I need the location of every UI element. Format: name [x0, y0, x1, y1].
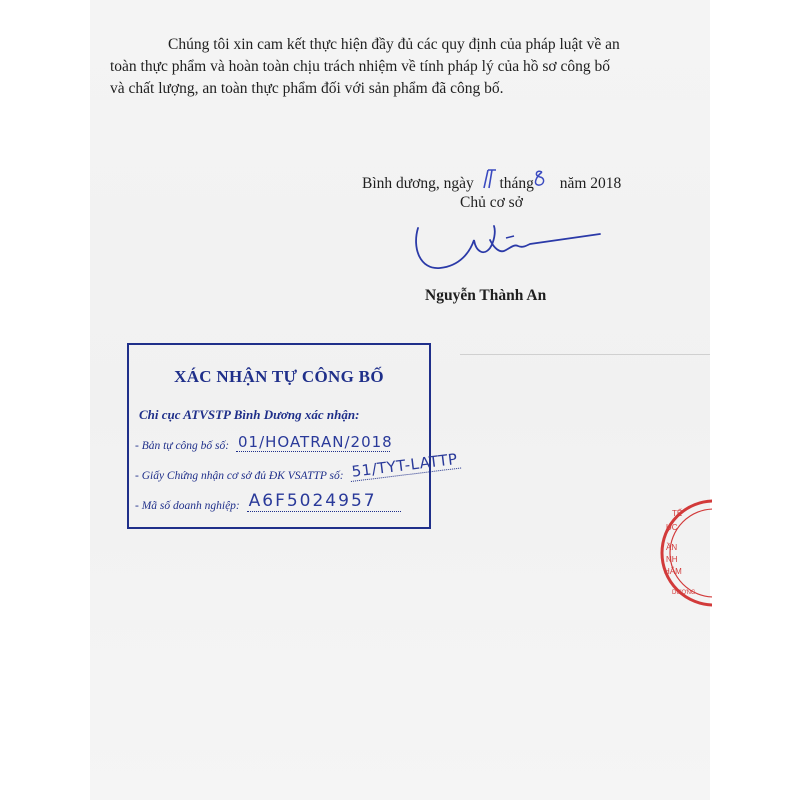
red-seal-stamp: [652, 498, 712, 608]
stamp-subtitle: Chi cục ATVSTP Bình Dương xác nhận:: [139, 407, 360, 422]
stamp-title: XÁC NHẬN TỰ CÔNG BỐ: [174, 367, 384, 386]
stamp-row-value: 51/TYT-LATTP: [348, 450, 460, 482]
paragraph-line-3: và chất lượng, an toàn thực phẩm đối với sản phẩm đã công bố.: [110, 80, 504, 97]
svg-text:DƯƠNG: DƯƠNG: [672, 590, 696, 596]
svg-text:HẨM: HẨM: [664, 567, 682, 576]
commitment-paragraph: [110, 34, 680, 100]
signer-name: Nguyễn Thành An: [425, 287, 547, 304]
signature-image: [410, 218, 610, 278]
stamp-row-certificate-number: [135, 449, 461, 482]
svg-text:ỤC: ỤC: [666, 523, 678, 532]
svg-text:ẦN: ẦN: [666, 543, 678, 552]
stamp-row-label: - Bản tự công bố số:: [135, 440, 230, 452]
confirmation-stamp: [127, 343, 459, 529]
stamp-row-declaration-number: [135, 433, 393, 452]
divider-line: [460, 354, 710, 355]
stamp-row-label: - Mã số doanh nghiệp:: [135, 500, 240, 512]
stamp-row-value: 01/HOATRAN/2018: [237, 433, 393, 451]
stamp-row-business-code: [135, 491, 401, 512]
stamp-row-value: A6F5024957: [247, 491, 401, 512]
owner-label: Chủ cơ sở: [460, 194, 523, 211]
date-year: năm 2018: [559, 175, 622, 192]
paragraph-line-1: Chúng tôi xin cam kết thực hiện đầy đủ các quy định của pháp luật về an: [168, 36, 620, 53]
paragraph-line-2: toàn thực phẩm và hoàn toàn chịu trách nhiệm về tính pháp lý của hồ sơ công bố: [110, 58, 610, 75]
svg-text:TẾ: TẾ: [672, 509, 683, 518]
svg-text:NH: NH: [666, 555, 678, 564]
date-month-label: tháng: [499, 175, 534, 192]
handwritten-day-month: [480, 166, 560, 192]
stamp-row-label: - Giấy Chứng nhận cơ sở đủ ĐK VSATTP số:: [135, 470, 344, 482]
date-place-prefix: Bình dương, ngày: [362, 175, 474, 192]
